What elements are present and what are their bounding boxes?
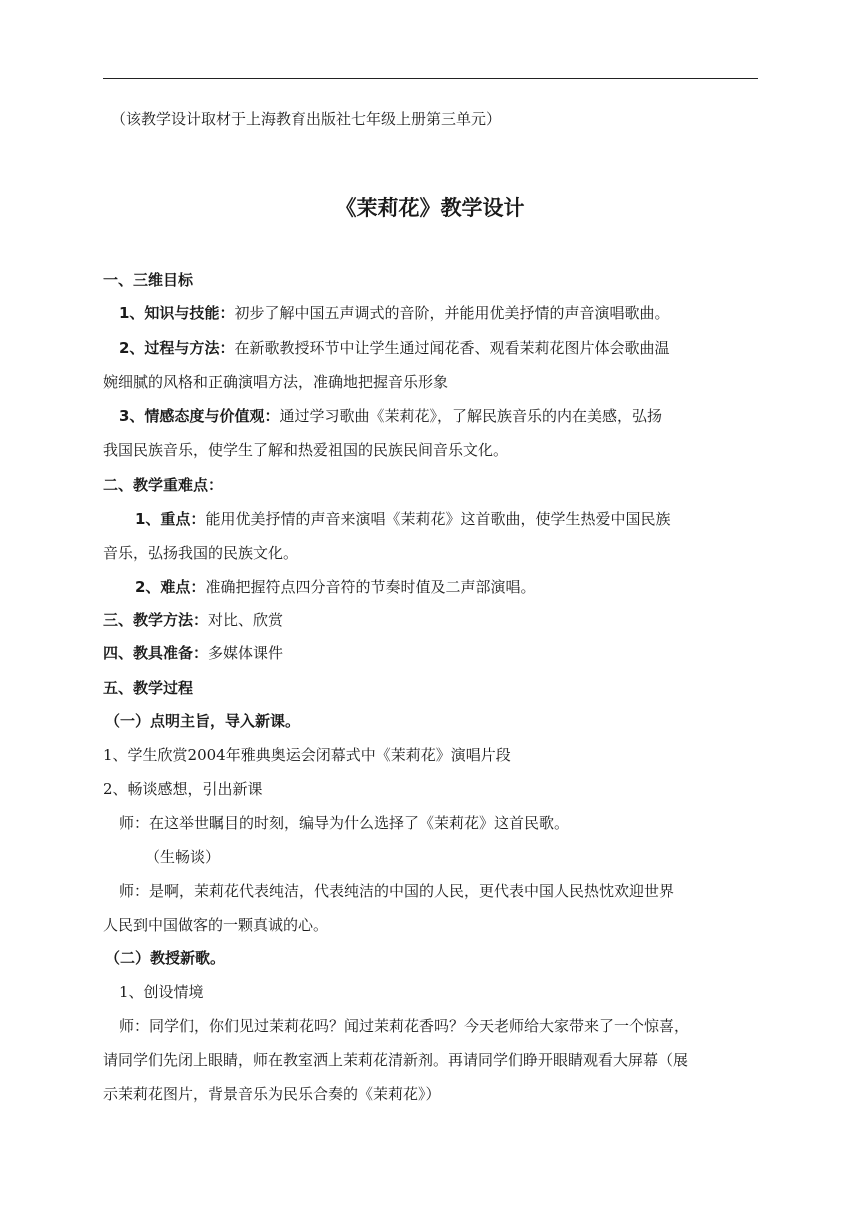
section-5-heading: 五、教学过程 (103, 679, 194, 697)
section-4-label: 四、教具准备： (103, 644, 209, 662)
difficult-point-label: 2、难点： (135, 578, 206, 596)
part-2-teacher-cont-2: 示茉莉花图片，背景音乐为民乐合奏的《茉莉花》） (103, 1085, 441, 1103)
section-1-heading: 一、三维目标 (103, 271, 194, 289)
key-point-text-cont: 音乐，弘扬我国的民族文化。 (103, 544, 299, 562)
part-1-item-2: 2、畅谈感想，引出新课 (103, 780, 263, 798)
goal-3-text-cont: 我国民族音乐，使学生了解和热爱祖国的民族民间音乐文化。 (103, 441, 509, 459)
section-2-heading: 二、教学重难点： (103, 476, 224, 494)
difficult-point-text: 准确把握符点四分音符的节奏时值及二声部演唱。 (205, 578, 536, 596)
part-1-item-1: 1、学生欣赏2004年雅典奥运会闭幕式中《茉莉花》演唱片段 (103, 746, 511, 764)
goal-3 (119, 406, 779, 426)
part-1-student: （生畅谈） (145, 848, 221, 866)
part-1-teacher-2-cont: 人民到中国做客的一颗真诚的心。 (103, 916, 329, 934)
part-2-teacher-cont-1: 请同学们先闭上眼睛，师在教室洒上茉莉花清新剂。再请同学们睁开眼睛观看大屏幕（展 (103, 1051, 689, 1069)
section-3-label: 三、教学方法： (103, 611, 209, 629)
goal-1-text: 初步了解中国五声调式的音阶，并能用优美抒情的声音演唱歌曲。 (234, 304, 670, 322)
section-4-text: 多媒体课件 (208, 644, 284, 662)
goal-1-label: 1、知识与技能： (119, 304, 235, 322)
part-2-heading: （二）教授新歌。 (105, 949, 226, 967)
part-1-heading: （一）点明主旨，导入新课。 (105, 712, 301, 730)
key-point-text: 能用优美抒情的声音来演唱《茉莉花》这首歌曲，使学生热爱中国民族 (205, 510, 671, 528)
document-title: 《茉莉花》教学设计 (335, 196, 525, 220)
part-1-teacher-2: 师：是啊，茉莉花代表纯洁，代表纯洁的中国的人民，更代表中国人民热忱欢迎世界 (119, 882, 675, 900)
part-2-item-1: 1、创设情境 (119, 983, 204, 1001)
section-3-text: 对比、欣赏 (208, 611, 284, 629)
goal-1 (119, 303, 779, 323)
goal-3-label: 3、情感态度与价值观： (119, 407, 280, 425)
part-2-teacher: 师：同学们，你们见过茉莉花吗？闻过茉莉花香吗？今天老师给大家带来了一个惊喜， (119, 1017, 690, 1035)
goal-2-text: 在新歌教授环节中让学生通过闻花香、观看茉莉花图片体会歌曲温 (234, 339, 670, 357)
goal-2-text-cont: 婉细腻的风格和正确演唱方法，准确地把握音乐形象 (103, 373, 449, 391)
header-rule (103, 78, 758, 79)
goal-2 (119, 338, 779, 358)
goal-3-text: 通过学习歌曲《茉莉花》，了解民族音乐的内在美感，弘扬 (279, 407, 662, 425)
source-note: （该教学设计取材于上海教育出版社七年级上册第三单元） (111, 110, 502, 128)
key-point-label: 1、重点： (135, 510, 206, 528)
section-3 (103, 610, 763, 630)
goal-2-label: 2、过程与方法： (119, 339, 235, 357)
part-1-teacher-1: 师：在这举世瞩目的时刻，编导为什么选择了《茉莉花》这首民歌。 (119, 814, 570, 832)
section-4 (103, 643, 763, 663)
key-point (135, 509, 795, 529)
difficult-point (135, 577, 795, 597)
